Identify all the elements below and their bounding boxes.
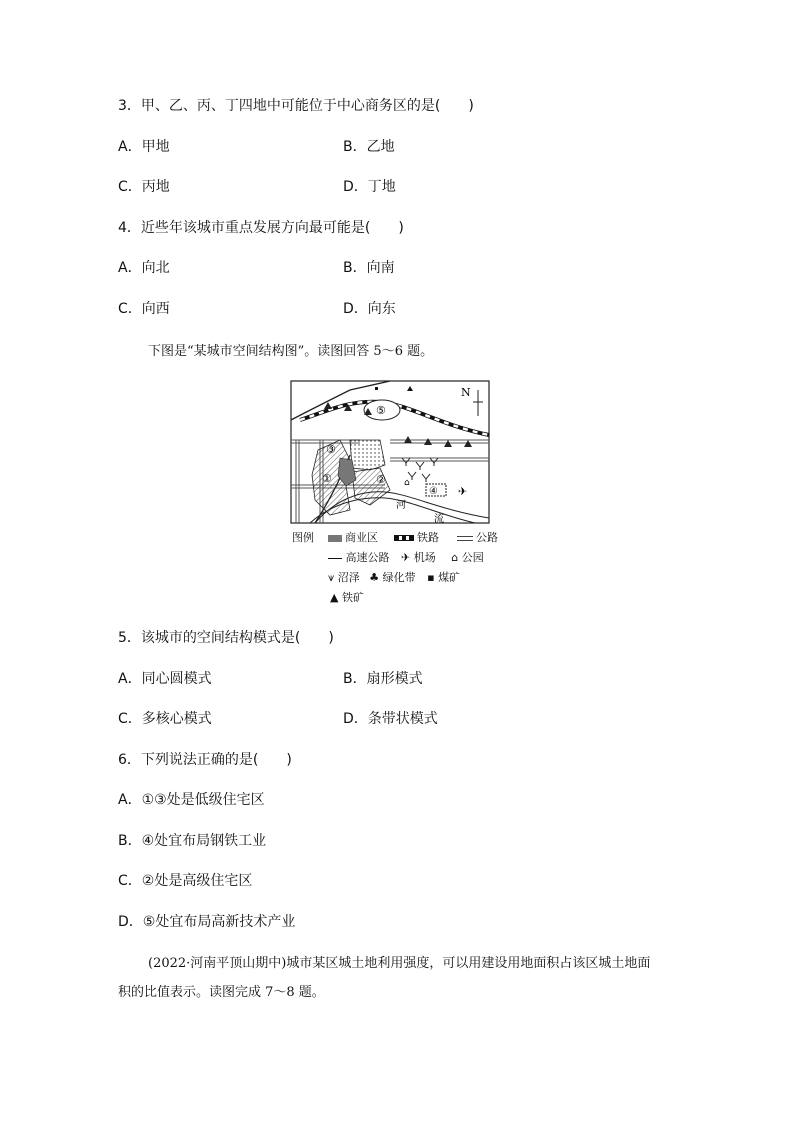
river-label-1: 河 (396, 500, 406, 511)
park-legend-icon: ⌂ (451, 551, 459, 564)
residential-zone-north (350, 440, 385, 470)
question-5-stem: 5．该城市的空间结构模式是( ) (118, 630, 334, 646)
business-area-swatch (328, 535, 342, 542)
river-label-2: 流 (434, 514, 444, 525)
legend-greenbelt: 绿化带 (382, 571, 416, 584)
park-icon: ⌂ (404, 478, 410, 488)
intro-questions-7-8-line-1: (2022·河南平顶山期中)城市某区城土地利用强度，可以用建设用地面积占该区城土地面 (148, 956, 651, 971)
legend-park: 公园 (461, 551, 484, 564)
intro-questions-5-6: 下图是“某城市空间结构图”。读图回答 5～6 题。 (148, 344, 434, 359)
q4-option-d: D．向东 (343, 301, 396, 317)
intro-questions-7-8-line-2: 积的比值表示。读图完成 7～8 题。 (118, 985, 325, 1000)
question-4-stem: 4．近些年该城市重点发展方向最可能是( ) (118, 220, 404, 236)
q3-option-d: D．丁地 (343, 179, 396, 195)
expressway-swatch (328, 558, 342, 559)
railway-swatch (394, 535, 414, 541)
question-3-stem: 3．甲、乙、丙、丁四地中可能位于中心商务区的是( ) (118, 98, 474, 114)
legend-business: 商业区 (345, 531, 378, 544)
legend-marsh: 沼泽 (337, 571, 360, 584)
q5-option-c: C．多核心模式 (118, 711, 212, 727)
airport-icon: ✈ (458, 485, 468, 498)
legend-iron: 铁矿 (341, 591, 364, 604)
q4-option-c: C．向西 (118, 301, 170, 317)
q5-option-d: D．条带状模式 (343, 711, 438, 727)
legend-road: 公路 (476, 531, 498, 544)
north-label: N (461, 386, 471, 399)
coal-legend-icon: ▪ (427, 571, 435, 584)
road-swatch (457, 536, 473, 541)
q3-option-b: B．乙地 (343, 139, 395, 155)
q6-option-b: B．④处宜布局钢铁工业 (118, 833, 267, 849)
q6-option-d: D．⑤处宜布局高新技术产业 (118, 914, 296, 930)
airport-legend-icon: ✈ (401, 551, 411, 564)
greenbelt-legend-icon: ♣ (369, 571, 380, 584)
map-legend-row-1 (292, 530, 498, 546)
q5-option-b: B．扇形模式 (343, 671, 423, 687)
q4-option-b: B．向南 (343, 260, 395, 276)
city-structure-map (290, 380, 492, 528)
legend-railway: 铁路 (417, 531, 439, 544)
map-label-5: ⑤ (376, 404, 386, 417)
q5-option-a: A．同心圆模式 (118, 671, 212, 687)
map-label-4: ④ (429, 486, 438, 497)
map-legend-row-4 (330, 590, 364, 606)
legend-title: 图例 (292, 531, 314, 544)
marsh-legend-icon: ⩛ (328, 571, 335, 584)
map-label-3: ③ (326, 443, 336, 456)
iron-legend-icon: ▲ (330, 591, 339, 604)
question-6-stem: 6．下列说法正确的是( ) (118, 752, 292, 768)
legend-coal: 煤矿 (438, 571, 461, 584)
map-label-1: ① (322, 472, 332, 485)
q6-option-c: C．②处是高级住宅区 (118, 873, 253, 889)
q3-option-c: C．丙地 (118, 179, 170, 195)
q6-option-a: A．①③处是低级住宅区 (118, 792, 265, 808)
map-legend-row-3 (328, 570, 460, 586)
coal-mine-icon (375, 387, 378, 390)
q3-option-a: A．甲地 (118, 139, 170, 155)
map-label-2: ② (376, 473, 386, 486)
legend-expressway: 高速公路 (345, 551, 390, 564)
map-legend-row-2 (328, 550, 484, 566)
q4-option-a: A．向北 (118, 260, 170, 276)
legend-airport: 机场 (413, 551, 436, 564)
